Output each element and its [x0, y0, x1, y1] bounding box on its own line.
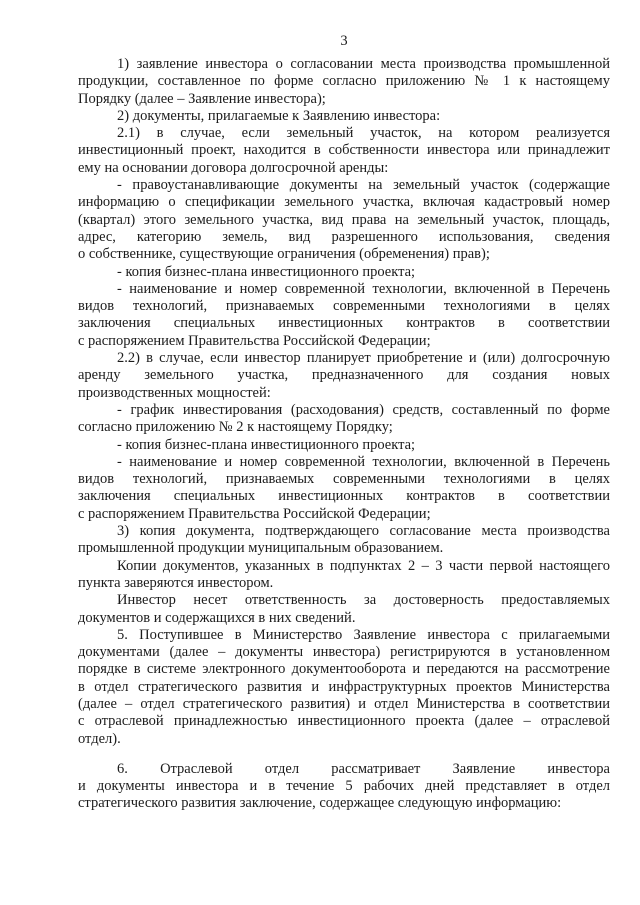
text-line: (квартал) этого земельного участка, вид права на земельный участок, площадь, [78, 211, 610, 228]
text-line: адрес, категорию земель, вид разрешенного использования, сведения [78, 228, 610, 245]
text-line: видов технологий, признаваемых современными технологиями в целях [78, 471, 610, 488]
text-line: - правоустанавливающие документы на земельный участок (содержащие [117, 177, 610, 194]
text-line: согласно приложению № 2 к настоящему Порядку; [78, 419, 393, 436]
text-line: о собственнике, существующие ограничения (обременения) прав); [78, 246, 490, 263]
text-line: - копия бизнес-плана инвестиционного проекта; [117, 436, 416, 453]
text-line: (далее – отдел стратегического развития) и отдел Министерства в соответствии [78, 695, 610, 712]
clause-6-industry-department-review [78, 761, 610, 813]
text-line: видов технологий, признаваемых современными технологиями в целях [78, 298, 610, 315]
item-2-1-land-owned-or-leased [78, 125, 610, 177]
text-line: производственных мощностей: [78, 384, 271, 401]
text-line: - график инвестирования (расходования) средств, составленный по форме [117, 401, 610, 418]
text-line: ему на основании договора долгосрочной аренды: [78, 159, 389, 176]
land-title-documents-item [78, 177, 610, 263]
text-line: заключения специальных инвестиционных контрактов в соответствии [78, 488, 610, 505]
text-line: аренду земельного участка, предназначенного для создания новых [78, 367, 610, 384]
text-line: - копия бизнес-плана инвестиционного проекта; [117, 263, 416, 280]
item-2-2-land-acquisition [78, 350, 610, 402]
text-line: с отраслевой принадлежностью инвестиционного проекта (далее – отраслевой [78, 713, 610, 730]
item-2-attached-documents [78, 108, 610, 125]
investment-schedule-item [78, 402, 610, 437]
text-line: продукции, составленное по форме согласно приложению № 1 к настоящему [78, 73, 610, 90]
text-line: порядке в системе электронного документооборота и передаются на рассмотрение [78, 661, 610, 678]
item-1-investor-application [78, 56, 610, 108]
business-plan-copy-item [78, 437, 610, 454]
text-line: с распоряжением Правительства Российской Федерации; [78, 505, 431, 522]
text-line: 2.2) в случае, если инвестор планирует приобретение и (или) долгосрочную [117, 350, 610, 367]
text-line: пункта заверяются инвестором. [78, 574, 274, 591]
text-line: - наименование и номер современной технологии, включенной в Перечень [117, 453, 610, 470]
text-line: промышленной продукции муниципальным образованием. [78, 540, 444, 557]
text-line: 5. Поступившее в Министерство Заявление инвестора с прилагаемыми [117, 626, 610, 643]
text-line: 6. Отраслевой отдел рассматривает Заявление инвестора [117, 760, 610, 777]
text-line: инвестиционный проект, находится в собственности инвестора или принадлежит [78, 142, 610, 159]
text-line: 3) копия документа, подтверждающего согласование места производства [117, 523, 610, 540]
text-line: информацию о спецификации земельного участка, включая кадастровый номер [78, 194, 610, 211]
text-line: стратегического развития заключение, содержащее следующую информацию: [78, 795, 562, 812]
modern-technology-item [78, 281, 610, 350]
item-3-location-approval [78, 523, 610, 558]
text-line: Копии документов, указанных в подпунктах 2 – 3 части первой настоящего [117, 557, 610, 574]
investor-responsibility-paragraph [78, 592, 610, 627]
text-line: Инвестор несет ответственность за достоверность предоставляемых [117, 592, 610, 609]
text-line: документов и содержащихся в них сведений. [78, 609, 356, 626]
text-line: заключения специальных инвестиционных контрактов в соответствии [78, 315, 610, 332]
text-line: в отдел стратегического развития и инфраструктурных проектов Министерства [78, 678, 610, 695]
business-plan-copy-item [78, 264, 610, 281]
document-body [78, 56, 610, 813]
text-line: отдел). [78, 730, 121, 747]
text-line: и документы инвестора и в течение 5 рабочих дней представляет в отдел [78, 778, 610, 795]
text-line: 2.1) в случае, если земельный участок, на котором реализуется [117, 125, 610, 142]
text-line: с распоряжением Правительства Российской Федерации; [78, 332, 431, 349]
text-line: 2) документы, прилагаемые к Заявлению инвестора: [117, 107, 441, 124]
text-line: 1) заявление инвестора о согласовании места производства промышленной [117, 56, 610, 72]
text-line: Порядку (далее – Заявление инвестора); [78, 90, 326, 107]
copies-certification-paragraph [78, 558, 610, 593]
page-number: 3 [340, 33, 348, 49]
modern-technology-item [78, 454, 610, 523]
text-line: документами (далее – документы инвестора) регистрируются в установленном [78, 644, 610, 661]
clause-5-registration [78, 627, 610, 748]
text-line: - наименование и номер современной технологии, включенной в Перечень [117, 280, 610, 297]
